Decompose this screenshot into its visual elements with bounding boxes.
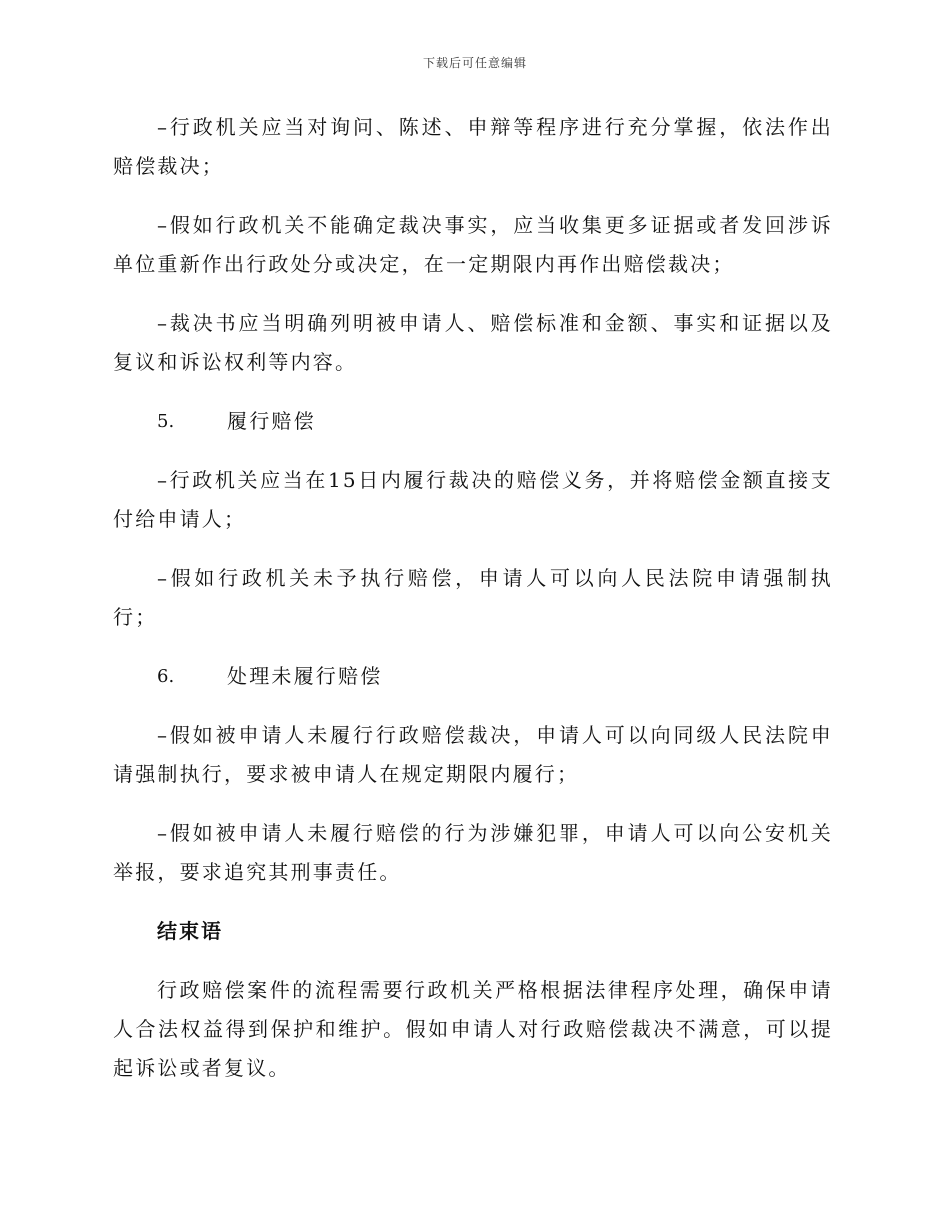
paragraph: –行政机关应当对询问、陈述、申辩等程序进行充分掌握，依法作出赔偿裁决；	[113, 115, 833, 178]
conclusion-heading: 结束语	[157, 919, 223, 943]
section-title: 处理未履行赔偿	[227, 664, 383, 688]
paragraph: –裁决书应当明确列明被申请人、赔偿标准和金额、事实和证据以及复议和诉讼权利等内容。	[113, 311, 833, 374]
page-header: 下载后可任意编辑	[422, 56, 527, 70]
paragraph: –假如被申请人未履行赔偿的行为涉嫌犯罪，申请人可以向公安机关举报，要求追究其刑事责任。	[113, 821, 833, 884]
section-title: 履行赔偿	[227, 409, 316, 433]
section-item-6	[157, 657, 833, 696]
section-number: 6.	[157, 666, 175, 687]
paragraph: –假如被申请人未履行行政赔偿裁决，申请人可以向同级人民法院申请强制执行，要求被申请人在规定期限内履行；	[113, 723, 833, 786]
document-body	[113, 108, 833, 1108]
section-number: 5.	[157, 411, 175, 432]
section-item-5	[157, 402, 833, 441]
paragraph: –行政机关应当在15日内履行裁决的赔偿义务，并将赔偿金额直接支付给申请人；	[113, 468, 833, 531]
paragraph: –假如行政机关不能确定裁决事实，应当收集更多证据或者发回涉诉单位重新作出行政处分或决定，在一定期限内再作出赔偿裁决；	[113, 213, 833, 276]
conclusion-paragraph: 行政赔偿案件的流程需要行政机关严格根据法律程序处理，确保申请人合法权益得到保护和维护。假如申请人对行政赔偿裁决不满意，可以提起诉讼或者复议。	[113, 978, 833, 1080]
paragraph: –假如行政机关未予执行赔偿，申请人可以向人民法院申请强制执行；	[113, 566, 833, 629]
